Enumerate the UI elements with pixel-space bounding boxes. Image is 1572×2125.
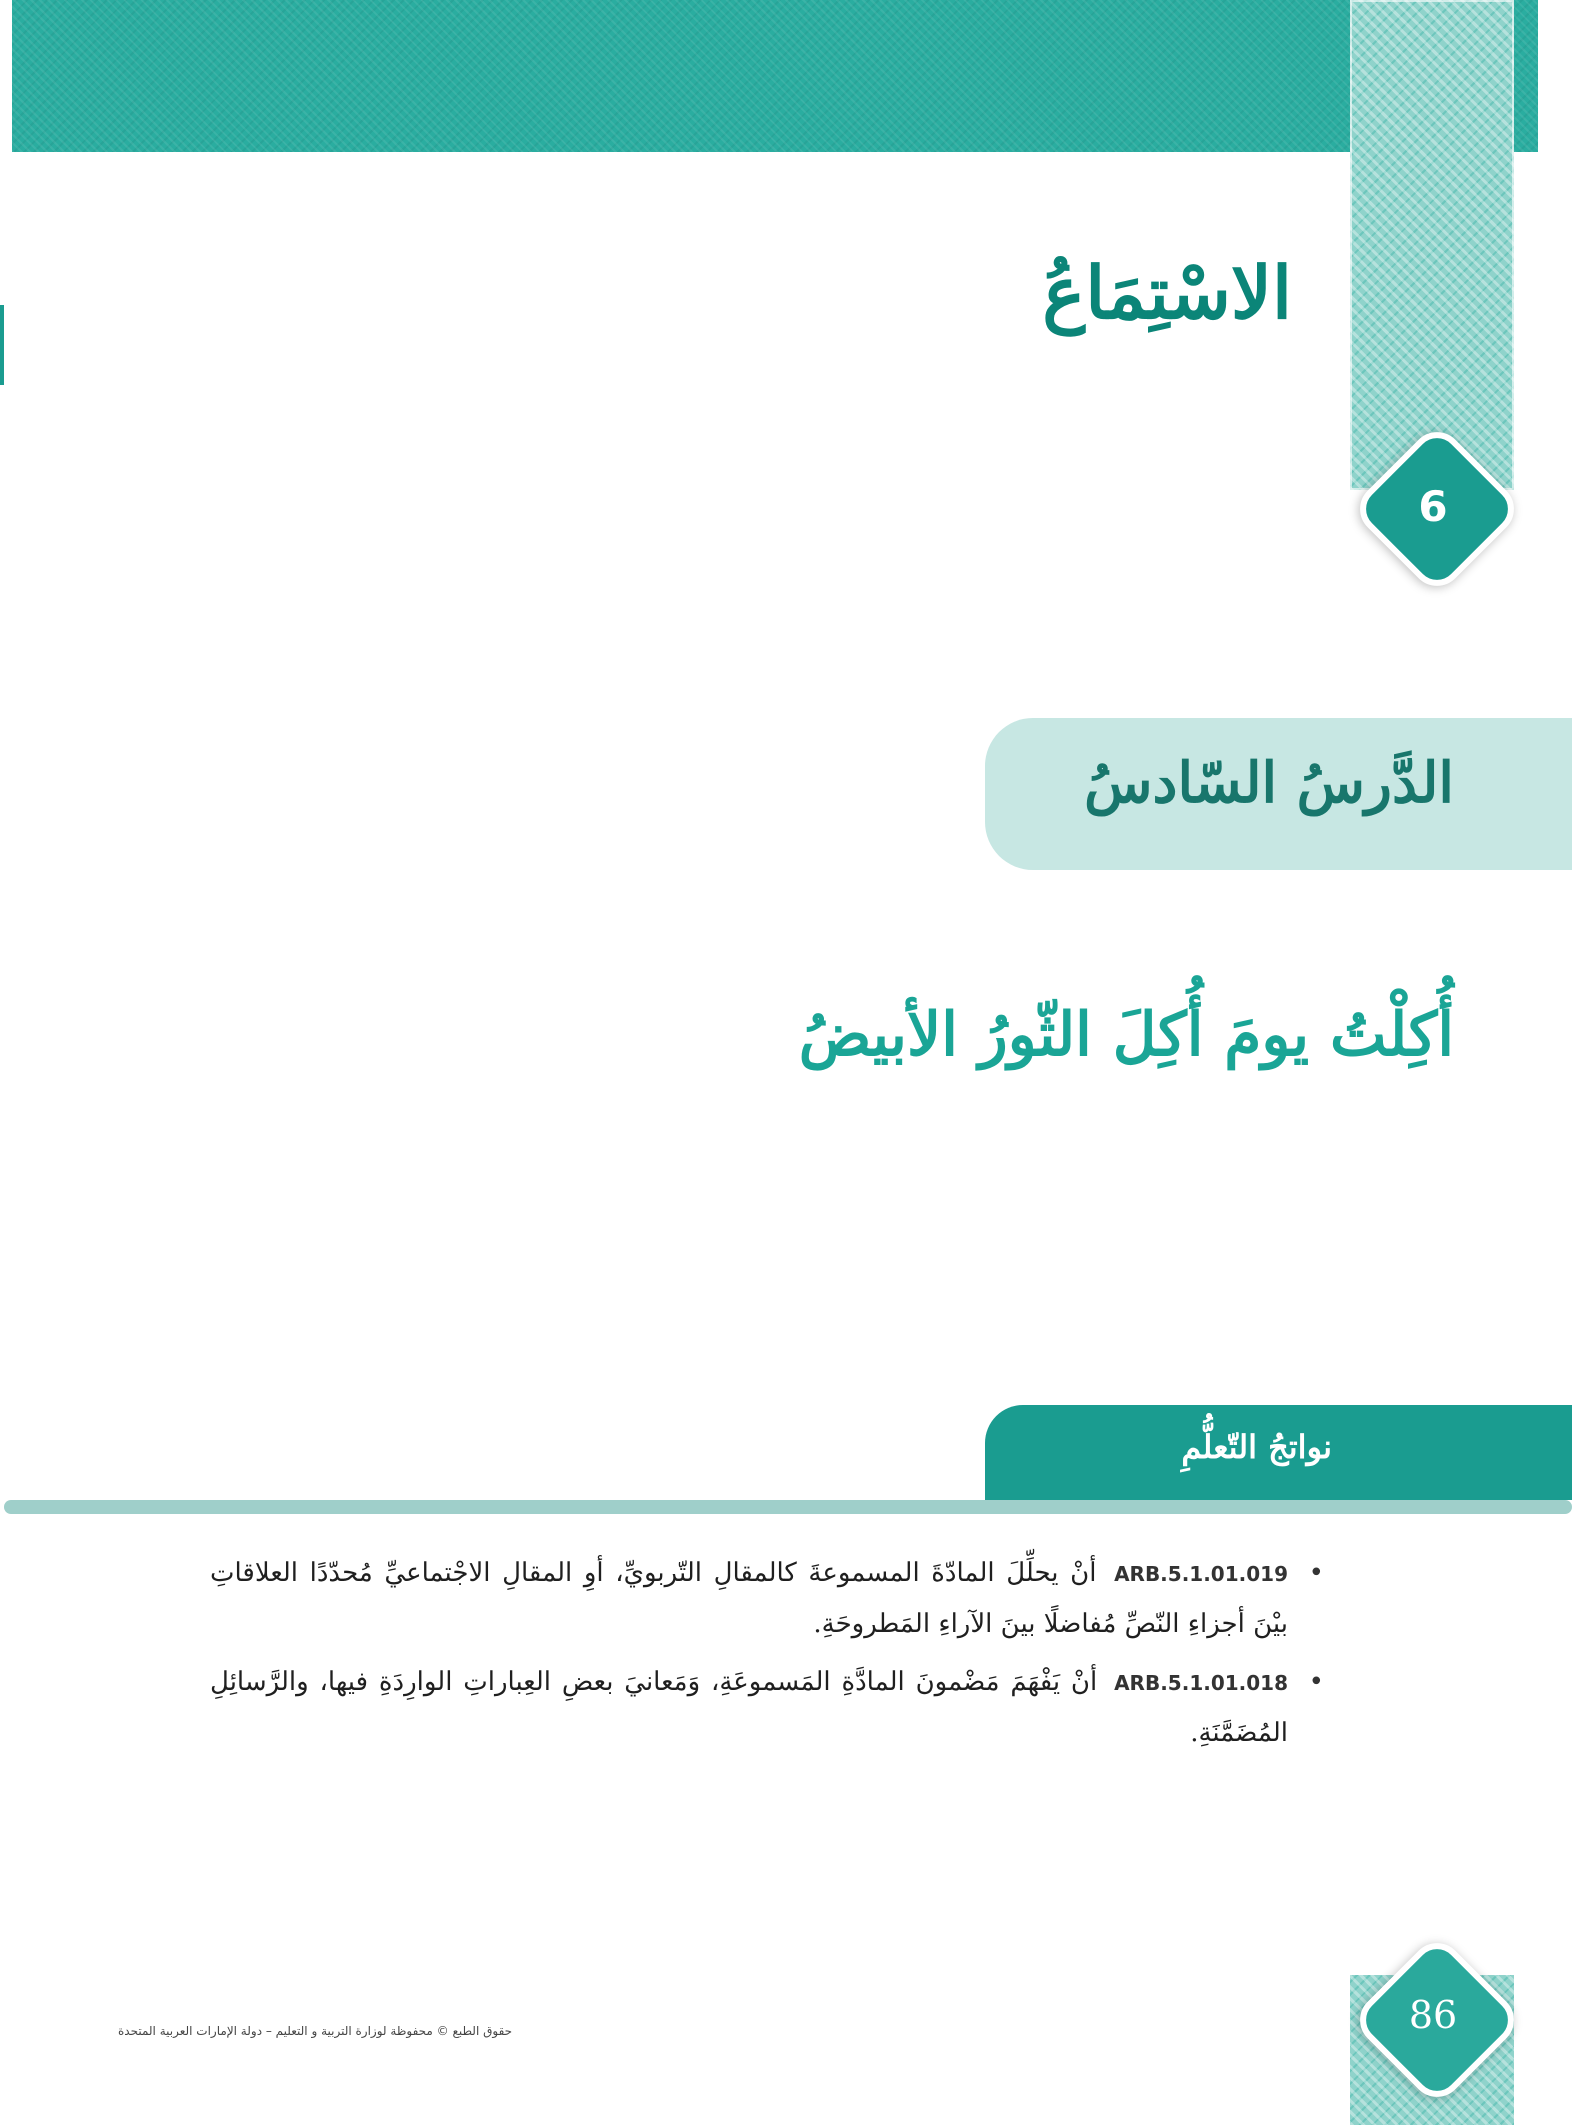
bullet-icon: •	[1308, 1558, 1324, 1588]
header-band	[12, 0, 1540, 152]
learning-outcomes-list	[210, 1548, 1332, 1766]
copyright-notice: حقوق الطبع © محفوظة لوزارة التربية و التعليم – دولة الإمارات العربية المتحدة	[118, 2024, 513, 2038]
outcome-text: أنْ يحلِّلَ المادّةَ المسموعةَ كالمقالِ التّربويِّ، أوِ المقالِ الاجْتماعيِّ مُحدّدًا العلاقاتِ بيْنَ أجزاءِ النّصِّ مُفاضلًا بينَ الآراءِ المَطروحَةِ.	[210, 1558, 1288, 1639]
margin-mark	[0, 305, 4, 385]
outcome-text: أنْ يَفْهَمَ مَضْمونَ المادَّةِ المَسموعَةِ، وَمَعانيَ بعضِ العِباراتِ الوارِدَةِ فيها، والرَّسائِلِ المُضَمَّنَةِ.	[210, 1667, 1288, 1748]
header-band-gap	[1538, 0, 1560, 152]
unit-title: الاسْتِمَاعُ	[1042, 250, 1292, 335]
list-item	[210, 1548, 1324, 1649]
learning-outcomes-heading: نواتجُ التّعلُّمِ	[1181, 1428, 1332, 1466]
unit-ribbon	[1350, 0, 1514, 490]
unit-number: 6	[1418, 482, 1448, 531]
page-number: 86	[1408, 1993, 1458, 2037]
outcome-code: ARB.5.1.01.018	[1114, 1671, 1289, 1695]
lesson-label: الدَّرسُ السّادسُ	[1084, 750, 1454, 816]
list-item	[210, 1657, 1324, 1758]
lesson-text-title: أُكِلْتُ يومَ أُكِلَ الثّورُ الأبيضُ	[798, 1000, 1454, 1070]
outcome-code: ARB.5.1.01.019	[1114, 1562, 1288, 1586]
section-divider	[4, 1500, 1572, 1514]
bullet-icon: •	[1308, 1667, 1324, 1697]
